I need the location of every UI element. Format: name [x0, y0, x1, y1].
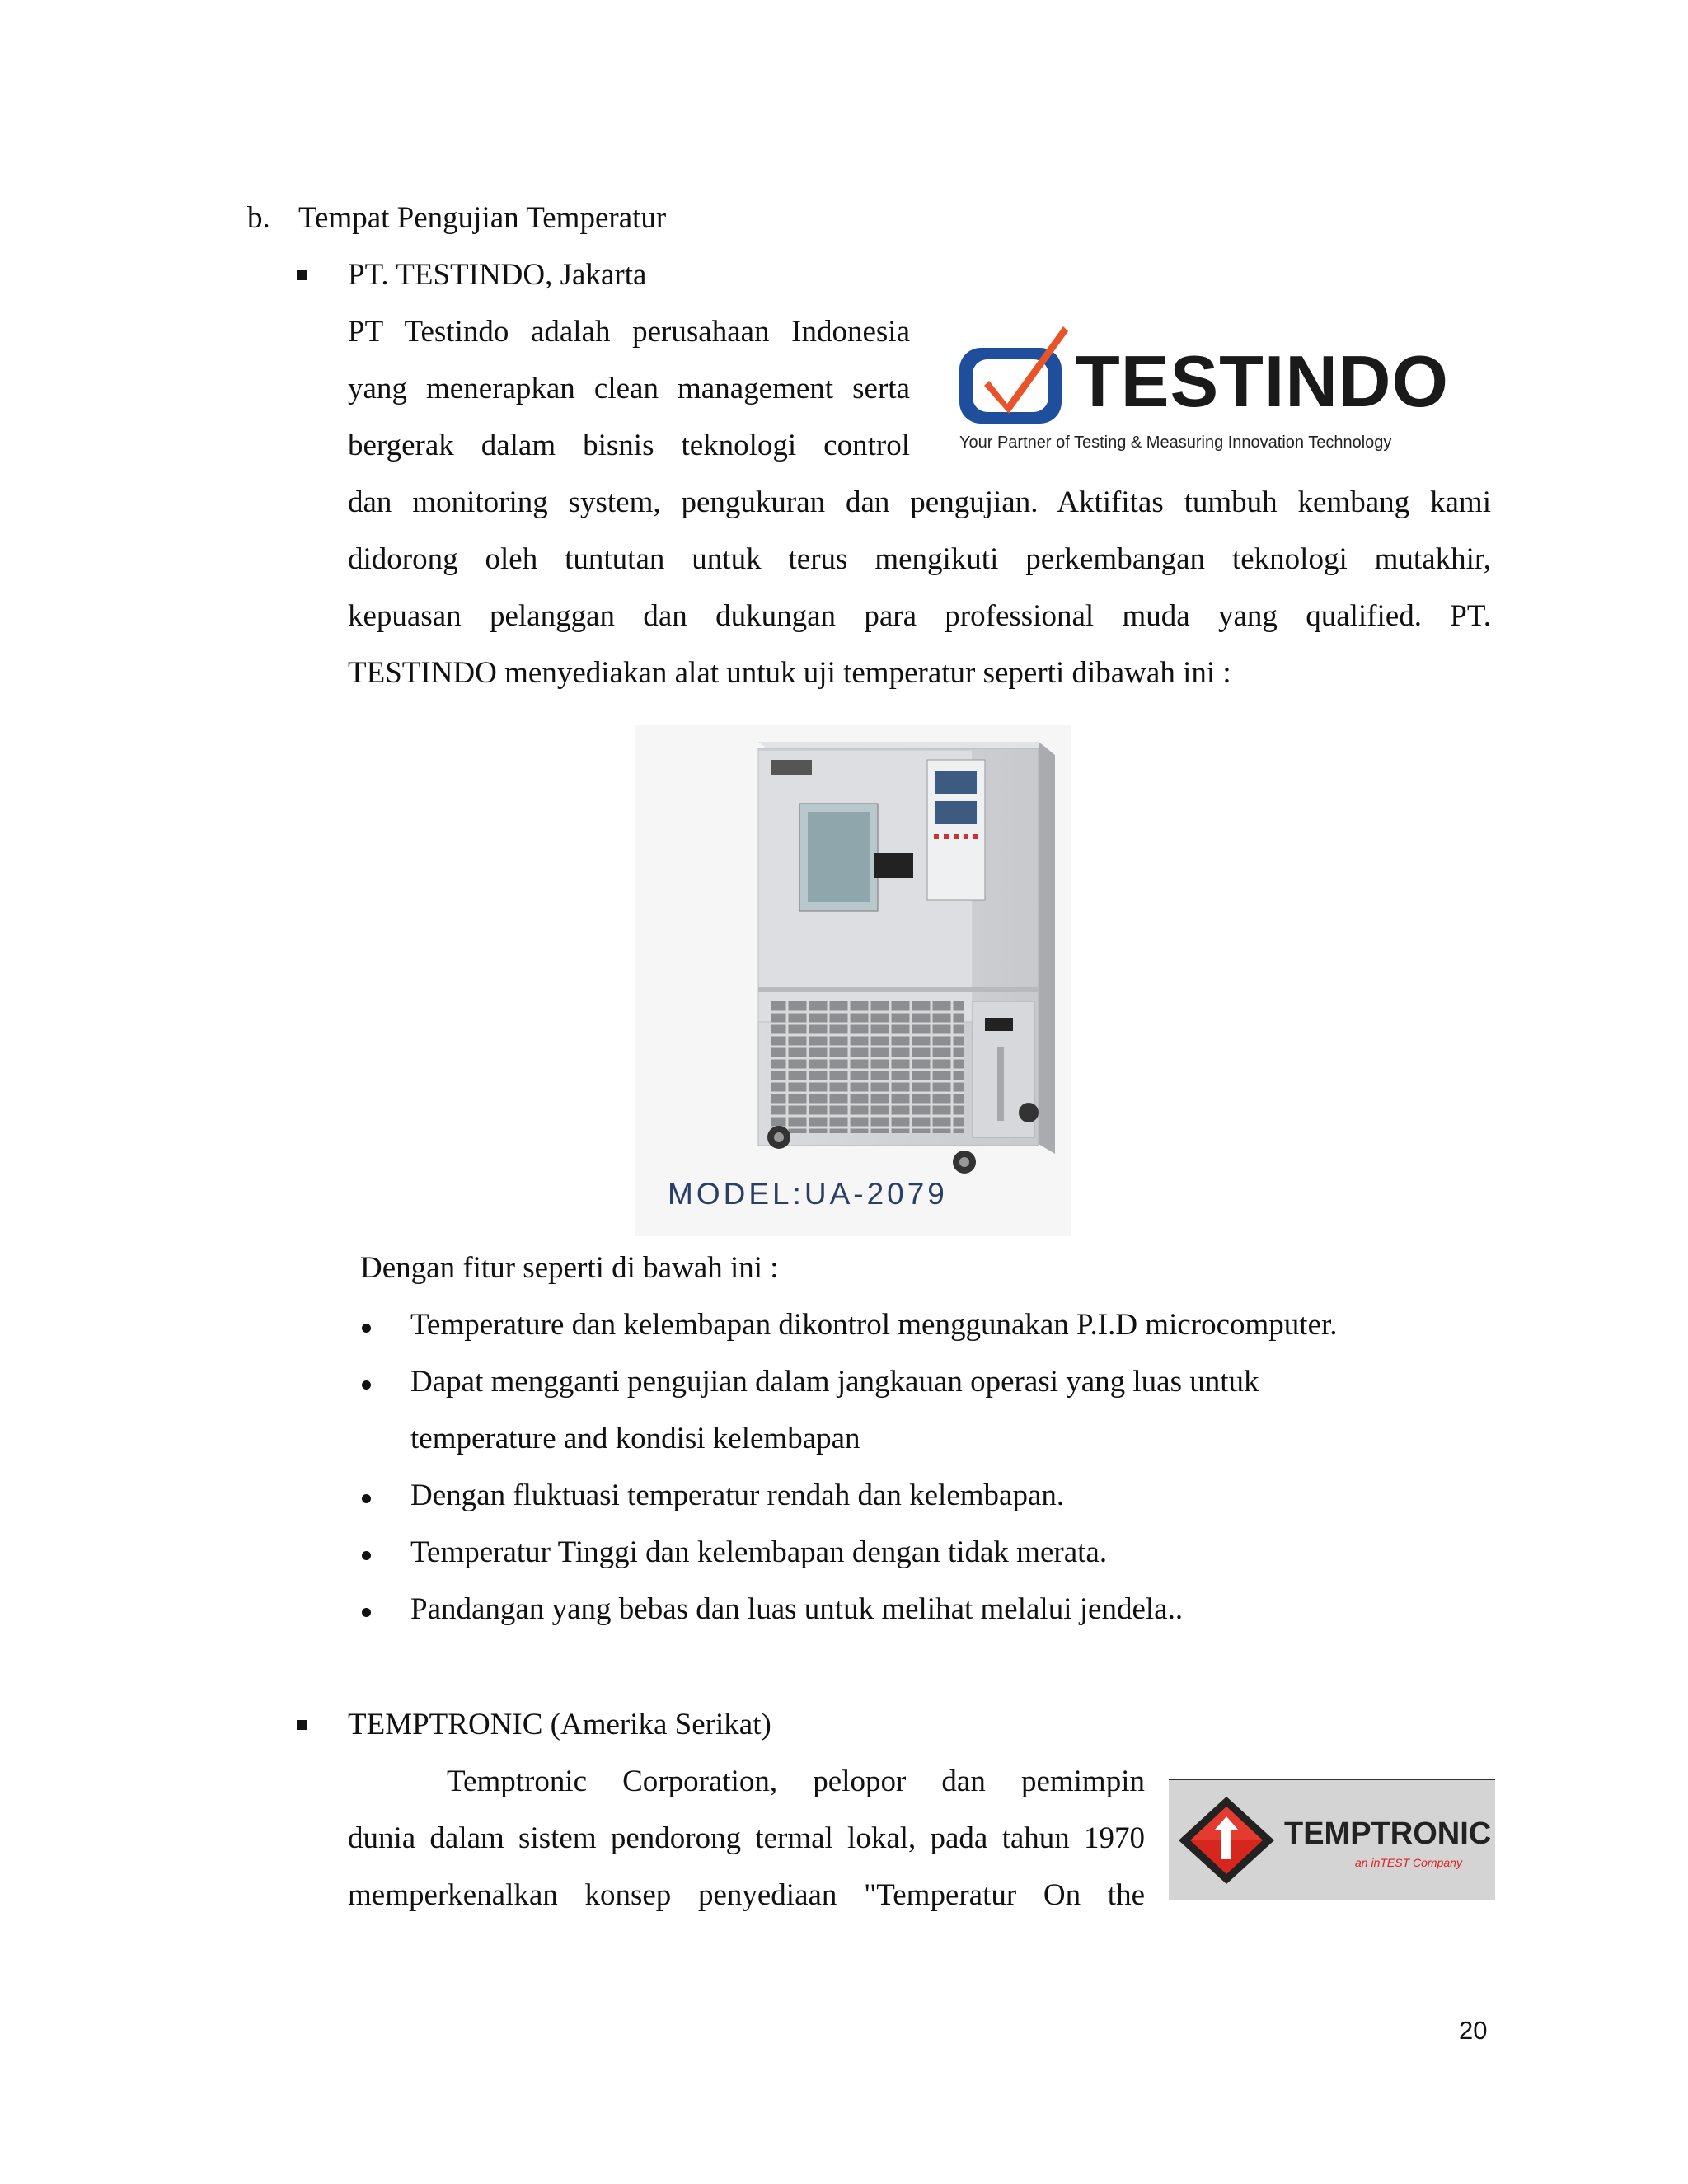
features-intro: Dengan fitur seperti di bawah ini : — [360, 1251, 779, 1285]
testindo-line: kepuasan pelanggan dan dukungan para professional muda yang qualified. PT. — [348, 599, 1491, 633]
temptronic-diamond-icon — [1177, 1795, 1276, 1886]
temptronic-title: TEMPTRONIC (Amerika Serikat) — [348, 1708, 771, 1741]
testindo-title: PT. TESTINDO, Jakarta — [348, 258, 647, 292]
page-number: 20 — [1459, 2016, 1488, 2045]
square-bullet-icon — [297, 270, 307, 280]
feature-item: Pandangan yang bebas dan luas untuk melihat melalui jendela.. — [410, 1592, 1184, 1626]
section-marker: b. — [247, 201, 270, 235]
temptronic-logo-subtext: an inTEST Company — [1355, 1856, 1462, 1869]
testindo-line: yang menerapkan clean management serta — [348, 372, 910, 405]
feature-item: Temperatur Tinggi dan kelembapan dengan tidak merata. — [410, 1535, 1108, 1569]
testindo-tagline: Your Partner of Testing & Measuring Innovation Technology — [959, 434, 1392, 452]
bullet-dot-icon — [362, 1324, 371, 1333]
testindo-line: dan monitoring system, pengukuran dan pengujian. Aktifitas tumbuh kembang kami — [348, 485, 1491, 519]
product-model-label: MODEL:UA-2079 — [668, 1177, 948, 1211]
temptronic-line: memperkenalkan konsep penyediaan "Temperatur On the — [348, 1878, 1145, 1912]
feature-item: Temperature dan kelembapan dikontrol menggunakan P.I.D microcomputer. — [410, 1308, 1338, 1342]
bullet-dot-icon — [362, 1380, 371, 1390]
bullet-dot-icon — [362, 1551, 371, 1560]
testindo-check-icon — [956, 321, 1071, 429]
section-heading: Tempat Pengujian Temperatur — [298, 201, 667, 235]
climate-chamber-illustration — [635, 725, 1071, 1187]
bullet-dot-icon — [362, 1494, 371, 1503]
temptronic-logo — [1169, 1779, 1495, 1900]
product-image — [635, 725, 1071, 1236]
bullet-dot-icon — [362, 1608, 371, 1617]
feature-item-continued: temperature and kondisi kelembapan — [410, 1422, 860, 1455]
testindo-line: didorong oleh tuntutan untuk terus mengikuti perkembangan teknologi mutakhir, — [348, 542, 1491, 576]
temptronic-logo-text: TEMPTRONIC — [1284, 1816, 1492, 1851]
feature-item: Dengan fluktuasi temperatur rendah dan kelembapan. — [410, 1479, 1065, 1512]
testindo-line: PT Testindo adalah perusahaan Indonesia — [348, 315, 910, 349]
temptronic-line: Temptronic Corporation, pelopor dan pemimpin — [447, 1765, 1145, 1798]
temptronic-line: dunia dalam sistem pendorong termal lokal, pada tahun 1970 — [348, 1821, 1145, 1855]
testindo-logo — [956, 321, 1451, 462]
feature-item: Dapat mengganti pengujian dalam jangkauan operasi yang luas untuk — [410, 1365, 1259, 1399]
square-bullet-icon — [297, 1720, 307, 1730]
testindo-line: TESTINDO menyediakan alat untuk uji temperatur seperti dibawah ini : — [348, 656, 1231, 690]
testindo-line: bergerak dalam bisnis teknologi control — [348, 429, 910, 462]
testindo-logo-text: TESTINDO — [1076, 340, 1449, 422]
